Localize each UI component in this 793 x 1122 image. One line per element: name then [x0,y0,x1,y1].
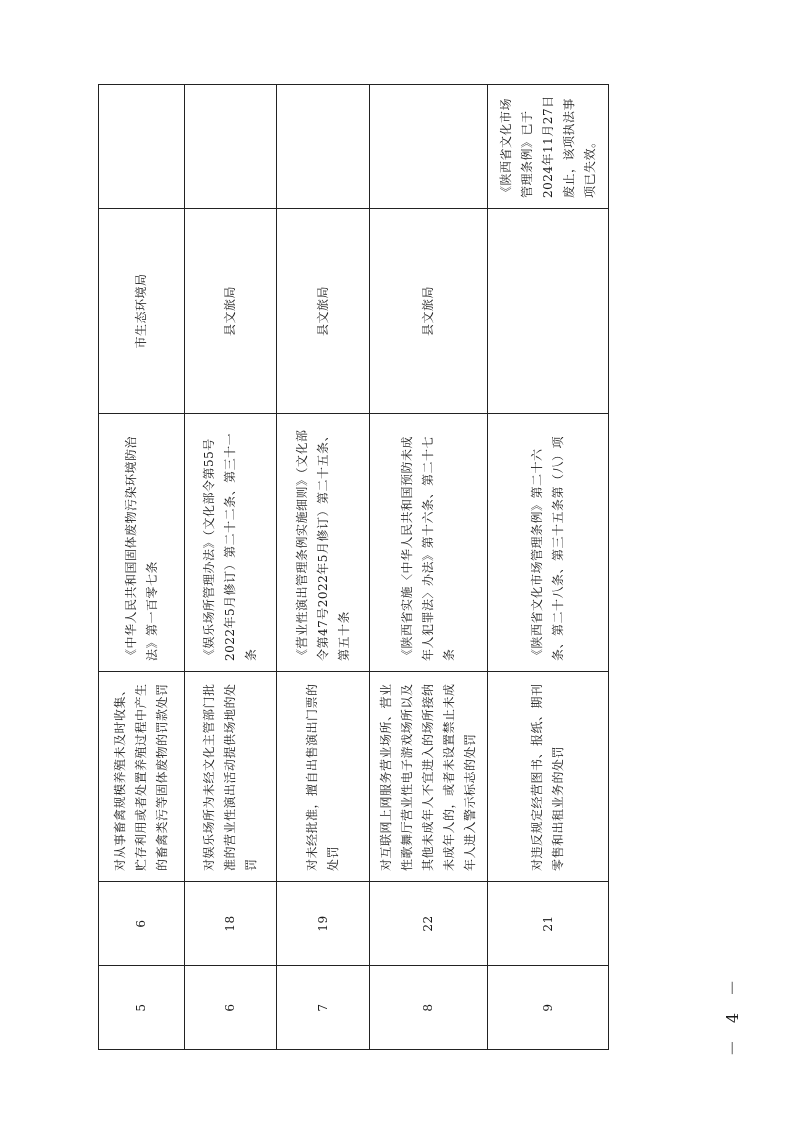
item-code: 19 [277,882,370,966]
remark [185,85,277,209]
row-number: 5 [99,966,185,1050]
responsible-office [488,209,609,414]
legal-basis: 《营业性演出管理条例实施细则》（文化部令第47号2022年5月修订）第二十五条、第五十条 [277,414,370,672]
item-name: 对娱乐场所为未经文化主管部门批准的营业性演出活动提供场地的处罚 [185,672,277,882]
table-row [370,85,488,1050]
responsible-office: 县文旅局 [277,209,370,414]
page-number: － 4 － [722,973,742,1057]
legal-basis: 《陕西省实施〈中华人民共和国预防未成年人犯罪法〉办法》第十六条、第二十七条 [370,414,488,672]
responsible-office: 县文旅局 [185,209,277,414]
row-number: 8 [370,966,488,1050]
rotated-table-wrapper [98,85,600,1050]
remark [99,85,185,209]
remark [277,85,370,209]
table-row [277,85,370,1050]
item-code: 18 [185,882,277,966]
item-name: 对互联网上网服务营业场所、营业性歌舞厅营业性电子游戏场所以及其他未成年人不宜进入的场所接纳未成年人的，或者未设置禁止未成年人进入警示标志的处罚 [370,672,488,882]
item-name: 对未经批准，擅自出售演出门票的处罚 [277,672,370,882]
remark: 《陕西省文化市场管理条例》已于2024年11月27日废止，该项执法事项已失效。 [488,85,609,209]
table-row [99,85,185,1050]
item-code: 6 [99,882,185,966]
row-number: 7 [277,966,370,1050]
legal-basis: 《中华人民共和国固体废物污染环境防治法》第一百零七条 [99,414,185,672]
row-number: 6 [185,966,277,1050]
item-name: 对从事畜禽规模养殖未及时收集、贮存利用或者处置养殖过程中产生的畜禽类污等固体废物的罚款处罚 [99,672,185,882]
row-number: 9 [488,966,609,1050]
legal-basis: 《娱乐场所管理办法》（文化部令第55号2022年5月修订）第二十二条、第三十一条 [185,414,277,672]
item-code: 21 [488,882,609,966]
table-row [488,85,609,1050]
responsible-office: 市生态环境局 [99,209,185,414]
table-row [185,85,277,1050]
item-name: 对违反规定经营图书、报纸、期刊零售和出租业务的处罚 [488,672,609,882]
remark [370,85,488,209]
legal-basis: 《陕西省文化市场管理条例》第二十六条、第二十八条、第三十五条第（八）项 [488,414,609,672]
item-code: 22 [370,882,488,966]
responsible-office: 县文旅局 [370,209,488,414]
enforcement-items-table [98,84,609,1050]
